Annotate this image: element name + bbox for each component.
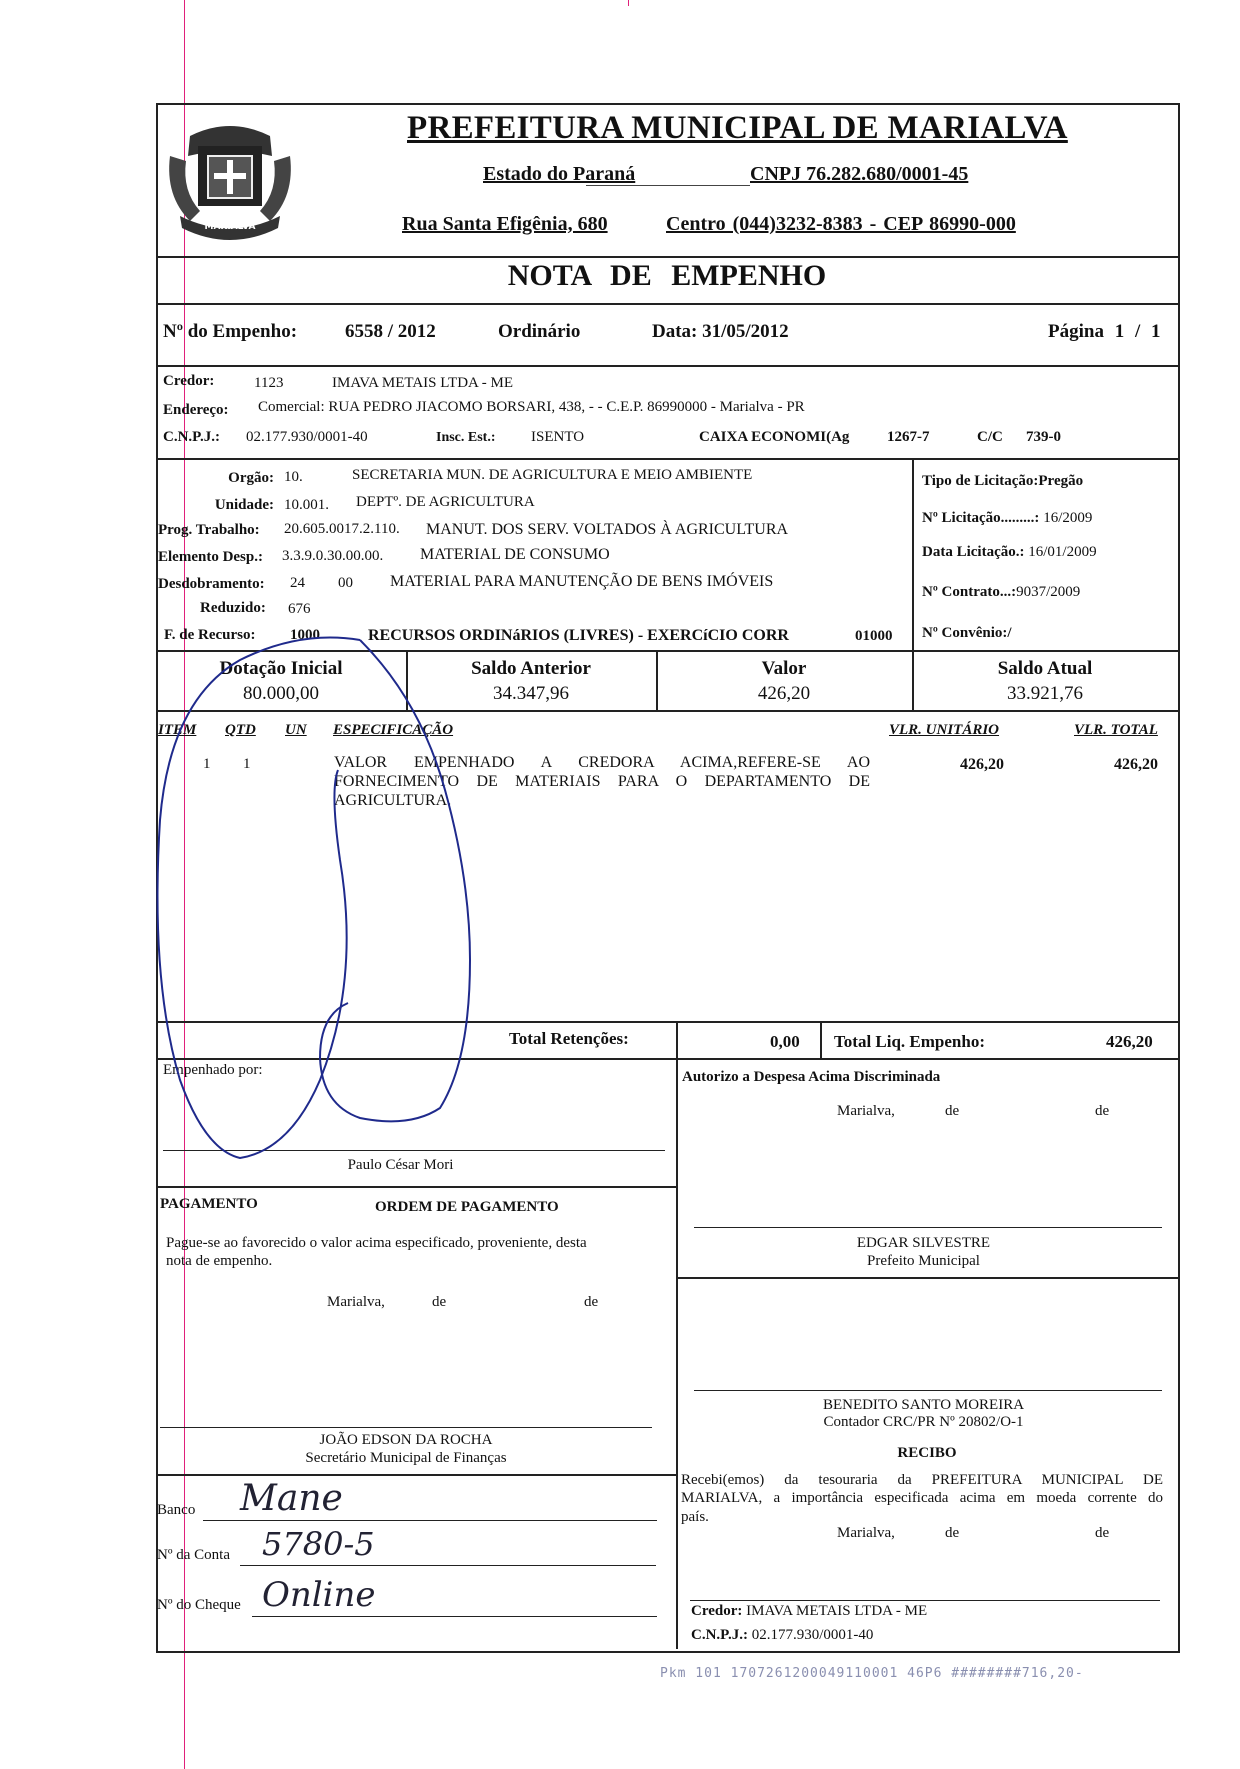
- credor-bank: CAIXA ECONOMI(Ag: [699, 429, 850, 445]
- reduzido-label: Reduzido:: [200, 600, 266, 616]
- prefeito-name: EDGAR SILVESTRE: [856, 1235, 991, 1251]
- document-title: NOTA DE EMPENHO: [507, 259, 827, 292]
- prefeito-role: Prefeito Municipal: [867, 1253, 980, 1269]
- recibo-text-2: MARIALVA, a importância especificada acima em moeda corrente do: [681, 1490, 1163, 1506]
- licitacao-tipo: Tipo de Licitação:Pregão: [922, 473, 1084, 489]
- conta-handwritten: 5780-5: [262, 1525, 375, 1563]
- cnpj-label: C.N.P.J.:: [163, 429, 220, 445]
- prefeitura-title: PREFEITURA MUNICIPAL DE MARIALVA: [407, 110, 1068, 146]
- autorizo-title: Autorizo a Despesa Acima Discriminada: [682, 1069, 941, 1085]
- footer-code: Pkm 101 1707261200049110001 46P6 ########716,20-: [660, 1666, 1084, 1681]
- retencoes-label: Total Retenções:: [509, 1029, 629, 1048]
- contador-name: BENEDITO SANTO MOREIRA: [822, 1397, 1025, 1413]
- secretario-name: JOÃO EDSON DA ROCHA: [319, 1432, 493, 1448]
- recibo-cnpj-value: 02.177.930/0001-40: [751, 1627, 874, 1643]
- total-liq-label: Total Liq. Empenho:: [834, 1032, 985, 1051]
- reduzido-value: 676: [288, 601, 311, 617]
- empenho-type: Ordinário: [498, 321, 581, 342]
- licitacao-data-value: 16/01/2009: [1028, 544, 1097, 560]
- prefeitura-contact: Centro (044)3232-8383 - CEP 86990-000: [666, 213, 1016, 235]
- recibo-title: RECIBO: [897, 1445, 957, 1461]
- empenho-date: Data: 31/05/2012: [652, 321, 789, 342]
- prefeitura-cnpj: CNPJ 76.282.680/0001-45: [750, 163, 969, 185]
- pagamento-de-2: de: [584, 1294, 599, 1310]
- credor-address: Comercial: RUA PEDRO JIACOMO BORSARI, 438, - - C.E.P. 86990000 - Marialva - PR: [258, 399, 805, 415]
- endereco-label: Endereço:: [163, 402, 229, 418]
- licitacao-data-label: Data Licitação.:: [922, 544, 1025, 560]
- cheque-label: Nº do Cheque: [157, 1597, 241, 1613]
- prog-code: 20.605.0017.2.110.: [284, 521, 400, 537]
- recibo-de-1: de: [945, 1525, 960, 1541]
- empenhado-label: Empenhado por:: [163, 1062, 263, 1078]
- valor-value: 426,20: [757, 683, 811, 704]
- cc-label: C/C: [977, 429, 1003, 445]
- insc-value: ISENTO: [531, 429, 585, 445]
- unidade-code: 10.001.: [284, 497, 329, 513]
- insc-label: Insc. Est.:: [436, 430, 496, 445]
- desdob-b: 00: [338, 575, 353, 591]
- valor-label: Valor: [761, 658, 807, 679]
- col-item: ITEM: [158, 722, 197, 738]
- recibo-cnpj-label: C.N.P.J.:: [691, 1627, 748, 1643]
- contador-role: Contador CRC/PR Nº 20802/O-1: [823, 1414, 1024, 1430]
- banco-handwritten: Mane: [240, 1478, 343, 1519]
- empenho-label: Nº do Empenho:: [163, 321, 298, 342]
- pagamento-de-1: de: [432, 1294, 447, 1310]
- unidade-name: DEPTº. DE AGRICULTURA: [356, 494, 535, 510]
- licitacao-numero-label: Nº Licitação.........:: [922, 510, 1040, 526]
- orgao-code: 10.: [284, 469, 303, 485]
- autorizo-city: Marialva,: [837, 1103, 895, 1119]
- item-spec-line-1: VALOR EMPENHADO A CREDORA ACIMA,REFERE-SE AO: [334, 754, 870, 771]
- credor-code: 1123: [254, 375, 284, 391]
- conta-label: Nº da Conta: [157, 1547, 230, 1563]
- elemento-code: 3.3.9.0.30.00.00.: [282, 548, 384, 564]
- col-especificacao: ESPECIFICAÇÃO: [333, 722, 454, 738]
- saldo-atual-value: 33.921,76: [1007, 683, 1083, 704]
- seal-ribbon-text: MARIALVA: [204, 222, 256, 232]
- retencoes-value: 0,00: [770, 1032, 800, 1051]
- item-number: 1: [203, 756, 211, 772]
- pagamento-text-1: Pague-se ao favorecido o valor acima especificado, proveniente, desta: [166, 1235, 587, 1251]
- item-vlr-unit: 426,20: [960, 756, 1004, 773]
- empenho-number: 6558 / 2012: [345, 321, 436, 342]
- dotacao-value: 80.000,00: [243, 683, 319, 704]
- prog-label: Prog. Trabalho:: [158, 522, 260, 538]
- col-un: UN: [285, 722, 307, 738]
- unidade-label: Unidade:: [214, 497, 274, 513]
- dotacao-label: Dotação Inicial: [219, 658, 343, 679]
- credor-label: Credor:: [163, 373, 215, 389]
- recibo-credor-value: IMAVA METAIS LTDA - ME: [746, 1603, 928, 1619]
- item-qtd: 1: [243, 756, 251, 772]
- cc-value: 739-0: [1026, 429, 1061, 445]
- autorizo-de-1: de: [945, 1103, 960, 1119]
- pagamento-text-2: nota de empenho.: [166, 1253, 273, 1269]
- col-vlr-unitario: VLR. UNITÁRIO: [889, 722, 1000, 738]
- saldo-anterior-value: 34.347,96: [493, 683, 569, 704]
- elemento-label: Elemento Desp.:: [158, 549, 263, 565]
- col-vlr-total: VLR. TOTAL: [1074, 722, 1158, 738]
- item-vlr-total: 426,20: [1114, 756, 1158, 773]
- licitacao-contrato-label: Nº Contrato...:: [922, 584, 1017, 600]
- orgao-name: SECRETARIA MUN. DE AGRICULTURA E MEIO AMBIENTE: [352, 467, 753, 483]
- saldo-anterior-label: Saldo Anterior: [471, 658, 591, 679]
- cheque-handwritten: Online: [262, 1575, 376, 1615]
- page-number: Página 1 / 1: [1048, 321, 1161, 342]
- item-spec-line-3: AGRICULTURA.: [334, 792, 452, 809]
- banco-label: Banco: [157, 1502, 196, 1518]
- desdob-name: MATERIAL PARA MANUTENÇÃO DE BENS IMÓVEIS: [390, 573, 774, 590]
- licitacao-numero-value: 16/2009: [1043, 510, 1093, 526]
- prefeitura-address: Rua Santa Efigênia, 680: [402, 213, 608, 235]
- desdob-label: Desdobramento:: [158, 576, 265, 592]
- saldo-atual-label: Saldo Atual: [997, 658, 1093, 679]
- credor-agency: 1267-7: [887, 429, 930, 445]
- recurso-code: 1000: [290, 627, 320, 643]
- autorizo-de-2: de: [1095, 1103, 1110, 1119]
- col-qtd: QTD: [225, 722, 256, 738]
- credor-cnpj: 02.177.930/0001-40: [246, 429, 368, 445]
- empenhado-name: Paulo César Mori: [347, 1157, 454, 1173]
- recibo-city: Marialva,: [837, 1525, 895, 1541]
- pagamento-label: PAGAMENTO: [160, 1196, 258, 1212]
- pagamento-city: Marialva,: [327, 1294, 385, 1310]
- credor-name: IMAVA METAIS LTDA - ME: [332, 375, 514, 391]
- elemento-name: MATERIAL DE CONSUMO: [420, 546, 610, 563]
- licitacao-convenio: Nº Convênio:/: [922, 625, 1012, 641]
- recurso-label: F. de Recurso:: [164, 627, 256, 643]
- recibo-text-3: país.: [681, 1509, 709, 1525]
- state-name: Estado do Paraná: [483, 163, 636, 185]
- licitacao-contrato-value: 9037/2009: [1016, 584, 1081, 600]
- orgao-label: Orgão:: [228, 470, 274, 486]
- desdob-a: 24: [290, 575, 305, 591]
- total-liq-value: 426,20: [1106, 1032, 1153, 1051]
- recurso-name: RECURSOS ORDINáRIOS (LIVRES) - EXERCíCIO CORR: [368, 627, 789, 644]
- prog-name: MANUT. DOS SERV. VOLTADOS À AGRICULTURA: [426, 521, 789, 538]
- ordem-pagamento-title: ORDEM DE PAGAMENTO: [375, 1199, 559, 1215]
- secretario-role: Secretário Municipal de Finanças: [305, 1450, 507, 1466]
- item-spec-line-2: FORNECIMENTO DE MATERIAIS PARA O DEPARTAMENTO DE: [334, 773, 870, 790]
- recibo-de-2: de: [1095, 1525, 1110, 1541]
- recibo-text-1: Recebi(emos) da tesouraria da PREFEITURA MUNICIPAL DE: [681, 1472, 1163, 1488]
- recurso-number: 01000: [855, 628, 893, 644]
- recibo-credor-label: Credor:: [691, 1603, 743, 1619]
